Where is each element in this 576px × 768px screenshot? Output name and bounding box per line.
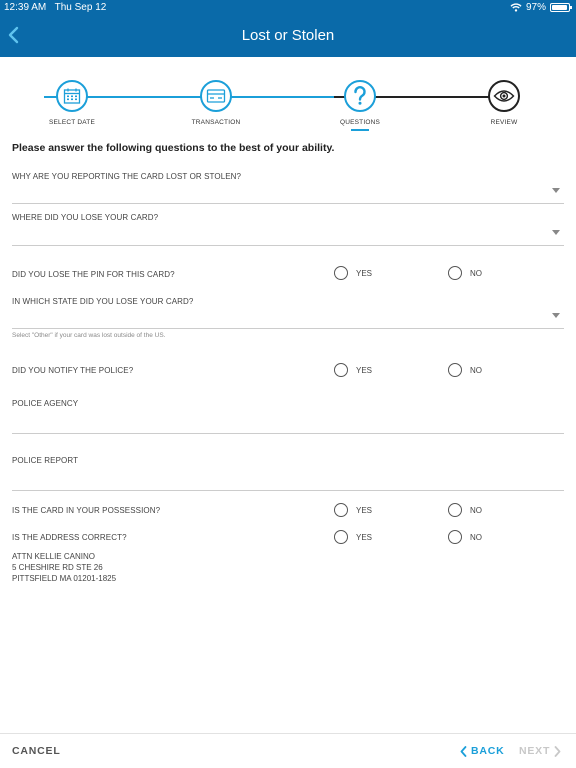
state-hint: Select "Other" if your card was lost outside of the US. bbox=[12, 332, 166, 339]
eye-icon bbox=[493, 89, 515, 103]
address-line: PITTSFIELD MA 01201-1825 bbox=[12, 574, 117, 583]
possession-question-label: IS THE CARD IN YOUR POSSESSION? bbox=[12, 506, 161, 515]
chevron-down-icon[interactable] bbox=[552, 230, 560, 235]
next-button[interactable]: NEXT bbox=[519, 745, 561, 757]
possession-yes-radio[interactable]: YES bbox=[334, 503, 372, 517]
status-date: Thu Sep 12 bbox=[54, 2, 107, 13]
address-no-radio[interactable]: NO bbox=[448, 530, 482, 544]
calendar-icon bbox=[63, 87, 81, 105]
reason-select[interactable] bbox=[12, 180, 564, 202]
mailing-address bbox=[12, 551, 116, 584]
police-report-input[interactable] bbox=[12, 467, 564, 489]
address-yes-radio[interactable]: YES bbox=[334, 530, 372, 544]
nav-bar bbox=[0, 15, 576, 57]
where-select[interactable] bbox=[12, 221, 564, 243]
step-label: SELECT DATE bbox=[48, 119, 96, 126]
police-yes-radio[interactable]: YES bbox=[334, 363, 372, 377]
step-review bbox=[449, 80, 559, 126]
state-label: IN WHICH STATE DID YOU LOSE YOUR CARD? bbox=[12, 297, 194, 306]
bottom-action-bar bbox=[0, 733, 576, 768]
wifi-icon bbox=[510, 3, 522, 12]
police-report-label: POLICE REPORT bbox=[12, 456, 79, 465]
chevron-down-icon[interactable] bbox=[552, 313, 560, 318]
form-intro: Please answer the following questions to the best of your ability. bbox=[12, 142, 335, 154]
back-button[interactable]: BACK bbox=[460, 745, 505, 757]
state-select[interactable] bbox=[12, 305, 564, 327]
page-title: Lost or Stolen bbox=[241, 27, 335, 44]
battery-percent: 97% bbox=[525, 2, 546, 13]
chevron-left-icon bbox=[460, 746, 467, 757]
step-questions bbox=[305, 80, 415, 131]
address-question-label: IS THE ADDRESS CORRECT? bbox=[12, 533, 127, 542]
status-bar bbox=[0, 0, 576, 15]
address-line: ATTN KELLIE CANINO bbox=[12, 552, 95, 561]
status-time: 12:39 AM Thu Sep 12 bbox=[4, 2, 107, 13]
card-icon bbox=[206, 88, 226, 104]
step-label: QUESTIONS bbox=[339, 119, 381, 126]
police-agency-input[interactable] bbox=[12, 410, 564, 432]
cancel-button[interactable]: CANCEL bbox=[12, 745, 61, 757]
step-transaction bbox=[161, 80, 271, 126]
chevron-right-icon bbox=[554, 746, 561, 757]
reason-label: WHY ARE YOU REPORTING THE CARD LOST OR STOLEN? bbox=[12, 172, 242, 181]
progress-stepper bbox=[0, 70, 576, 130]
police-question-label: DID YOU NOTIFY THE POLICE? bbox=[12, 366, 134, 375]
question-icon bbox=[352, 86, 368, 106]
step-label: REVIEW bbox=[490, 119, 518, 126]
step-label: TRANSACTION bbox=[191, 119, 241, 126]
pin-question-label: DID YOU LOSE THE PIN FOR THIS CARD? bbox=[12, 270, 175, 279]
pin-yes-radio[interactable]: YES bbox=[334, 266, 372, 280]
police-agency-label: POLICE AGENCY bbox=[12, 399, 79, 408]
possession-no-radio[interactable]: NO bbox=[448, 503, 482, 517]
where-label: WHERE DID YOU LOSE YOUR CARD? bbox=[12, 213, 159, 222]
chevron-down-icon[interactable] bbox=[552, 188, 560, 193]
police-no-radio[interactable]: NO bbox=[448, 363, 482, 377]
pin-no-radio[interactable]: NO bbox=[448, 266, 482, 280]
address-line: 5 CHESHIRE RD STE 26 bbox=[12, 563, 103, 572]
step-select-date bbox=[17, 80, 127, 126]
battery-icon bbox=[550, 3, 570, 12]
current-step-indicator bbox=[351, 129, 369, 131]
